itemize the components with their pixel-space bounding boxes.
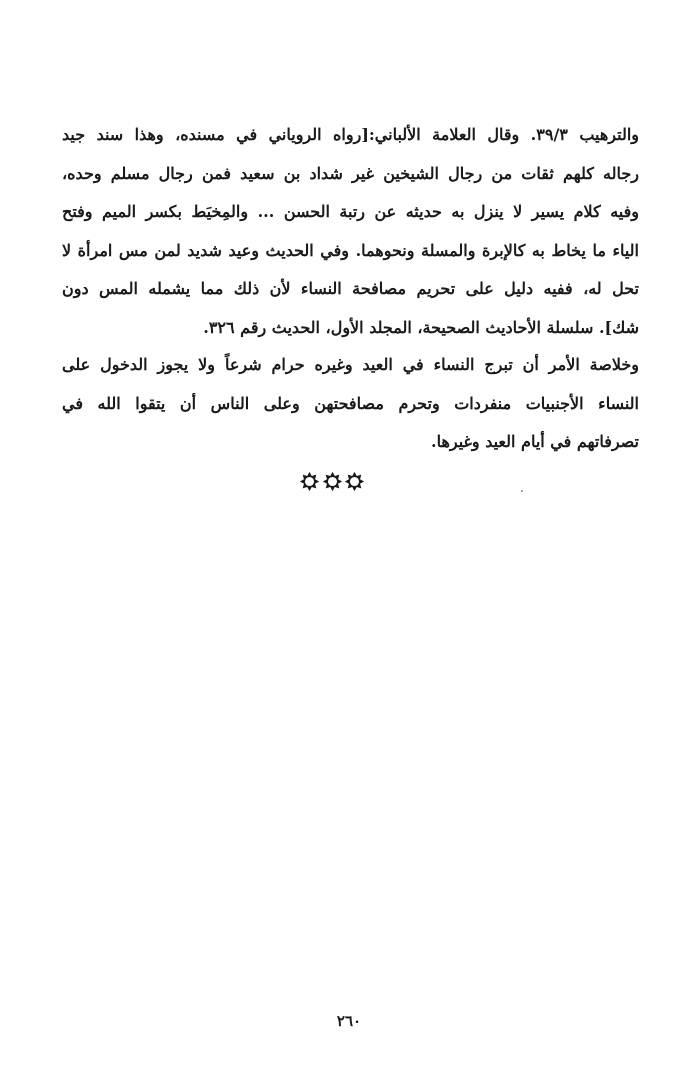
eight-point-star-ornament-icon: [344, 471, 365, 492]
text-line: الياء ما يخاط به كالإبرة والمسلة ونحوهما. وفي الحديث وعيد شديد لمن مس امرأة لا: [62, 240, 639, 260]
text-line: وفيه كلام يسير لا ينزل به حديثه عن رتبة الحسن ... والمِخيَط بكسر الميم وفتح: [62, 202, 639, 221]
text-line: تصرفاتهم في أيام العيد وغيرها.: [431, 432, 639, 451]
scan-speck: [521, 490, 523, 492]
text-line: والترهيب ٣٩/٣. وقال العلامة الألباني:[رواه الروياني في مسنده، وهذا سند جيد: [62, 125, 639, 144]
text-line: النساء الأجنبيات منفردات وتحرم مصافحتهن وعلى الناس أن يتقوا الله في: [62, 393, 639, 413]
eight-point-star-ornament-icon: [299, 471, 320, 492]
eight-point-star-ornament-icon: [322, 471, 343, 492]
text-line: وخلاصة الأمر أن تبرج النساء في العيد وغيره حرام شرعاً ولا يجوز الدخول على: [62, 355, 639, 374]
text-line: تحل له، ففيه دليل على تحريم مصافحة النساء لأن ذلك مما يشمله المس دون: [62, 279, 639, 298]
section-end-ornament: [299, 470, 365, 492]
paragraph-conclusion: [62, 346, 639, 462]
text-line: رجاله كلهم ثقات من رجال الشيخين غير شداد بن سعيد فمن رجال مسلم وحده،: [62, 163, 639, 183]
page-number: ٢٦٠: [336, 1012, 362, 1030]
text-line: شك]. سلسلة الأحاديث الصحيحة، المجلد الأول، الحديث رقم ٣٢٦.: [203, 317, 639, 337]
paragraph-hadith-commentary: [62, 116, 639, 347]
